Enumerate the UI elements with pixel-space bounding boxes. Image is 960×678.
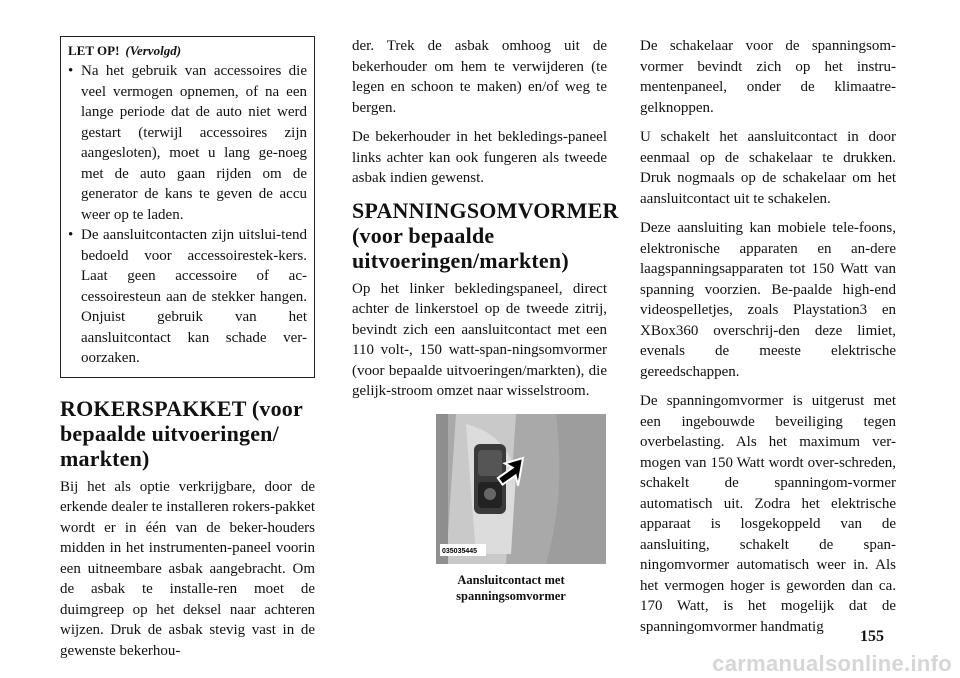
figure-caption: Aansluitcontact met spanningsomvormer	[456, 572, 566, 603]
inverter-paragraph: De spanningomvormer is uitgerust met een ingebouwde beveiliging tegen overbelasting. Als het maximum ver-mogen van 150 Watt wordt over-schreden, schakelt de spanningom-vormer automatisch uit. Zodra het elektrische apparaat is losgekoppeld van de aansluiting, schakelt de span-ningomvormer automatisch weer in. Als het vermogen hoger is geworden dan ca. 170 Watt, is het mogelijk dat de spanningomvormer handmatig	[640, 393, 896, 635]
inverter-paragraph: U schakelt het aansluitcontact in door eenmaal op de schakelaar te drukken. Druk nogmaals op de schakelaar om het aansluitcontact uit te schakelen.	[640, 129, 896, 207]
inverter-intro: Op het linker bekledingspaneel, direct achter de linkerstoel op de tweede zitrij, bevindt zich een aansluitcontact met een 110 volt-, 150 watt-span-ningsomvormer (voor bepaalde uitvoeringen/markten), die gelijk-stroom omzet naar wisselstroom.	[352, 280, 607, 399]
section-heading-smokers-kit: ROKERSPAKKET (voor bepaalde uitvoeringen/ markten)	[60, 395, 303, 471]
warning-title: LET OP!	[68, 43, 120, 58]
smokers-kit-body-continued: der. Trek de asbak omhoog uit de bekerhouder om hem te verwijderen (te legen en schoon te maken) en/of weg te bergen.	[352, 38, 607, 116]
warning-list	[68, 61, 307, 369]
smokers-kit-second-ashtray: De bekerhouder in het bekledings-paneel links achter kan ook fungeren als tweede asbak indien gewenst.	[352, 129, 607, 186]
column-middle	[352, 36, 619, 604]
column-right	[640, 36, 896, 646]
warning-box	[60, 36, 315, 378]
watermark-logo: carmanualsonline.info	[712, 651, 952, 676]
column-left	[60, 36, 315, 670]
figure-code: 035035445	[442, 547, 478, 555]
smokers-kit-body: Bij het als optie verkrijgbare, door de erkende dealer te installeren rokers-pakket wordt er in één van de beker-houders midden in het instrumenten-paneel voorin een uitneembare asbak aangebracht. Om de asbak te installe-ren moet de duimgreep op het deksel naar achteren wijzen. Druk de asbak stevig vast in de gewenste bekerhou-	[60, 478, 315, 659]
outlet-illustration	[436, 414, 606, 564]
warning-heading	[68, 43, 307, 59]
inverter-paragraph: De schakelaar voor de spanningsom-vormer bevindt zich op het instru-mentenpaneel, onder de klimaatre-gelknoppen.	[640, 38, 896, 116]
page-number: 155	[860, 628, 884, 645]
figure	[436, 414, 606, 604]
outlet-photo	[436, 414, 606, 564]
warning-item: • Na het gebruik van accessoires die veel vermogen opnemen, of na een lange periode dat de auto niet werd gestart (terwijl accessoires zijn aangesloten), moet u lang ge-noeg met de auto gaan rijden om de generator de kans te geven de accu weer op te laden.	[68, 61, 307, 225]
section-heading-inverter: SPANNINGSOMVORMER (voor bepaalde uitvoeringen/markten)	[352, 197, 619, 273]
inverter-paragraph: Deze aansluiting kan mobiele tele-foons, elektronische apparaten en an-dere laagspanningsapparaten tot 150 Watt van spanning voorzien. Be-paalde high-end videospelletjes, zoals Playstation3 en XBox360 overschrij-den deze limiet, evenals de meeste elektrische gereedschappen.	[640, 220, 896, 380]
warning-continued: (Vervolgd)	[125, 43, 182, 58]
warning-item: • De aansluitcontacten zijn uitslui-tend bedoeld voor accessoirestek-kers. Laat geen accessoire of ac-cessoiresteun aan de stekker hangen. Onjuist gebruik van het aansluitcontact kan schade ver-oorzaken.	[68, 225, 307, 369]
